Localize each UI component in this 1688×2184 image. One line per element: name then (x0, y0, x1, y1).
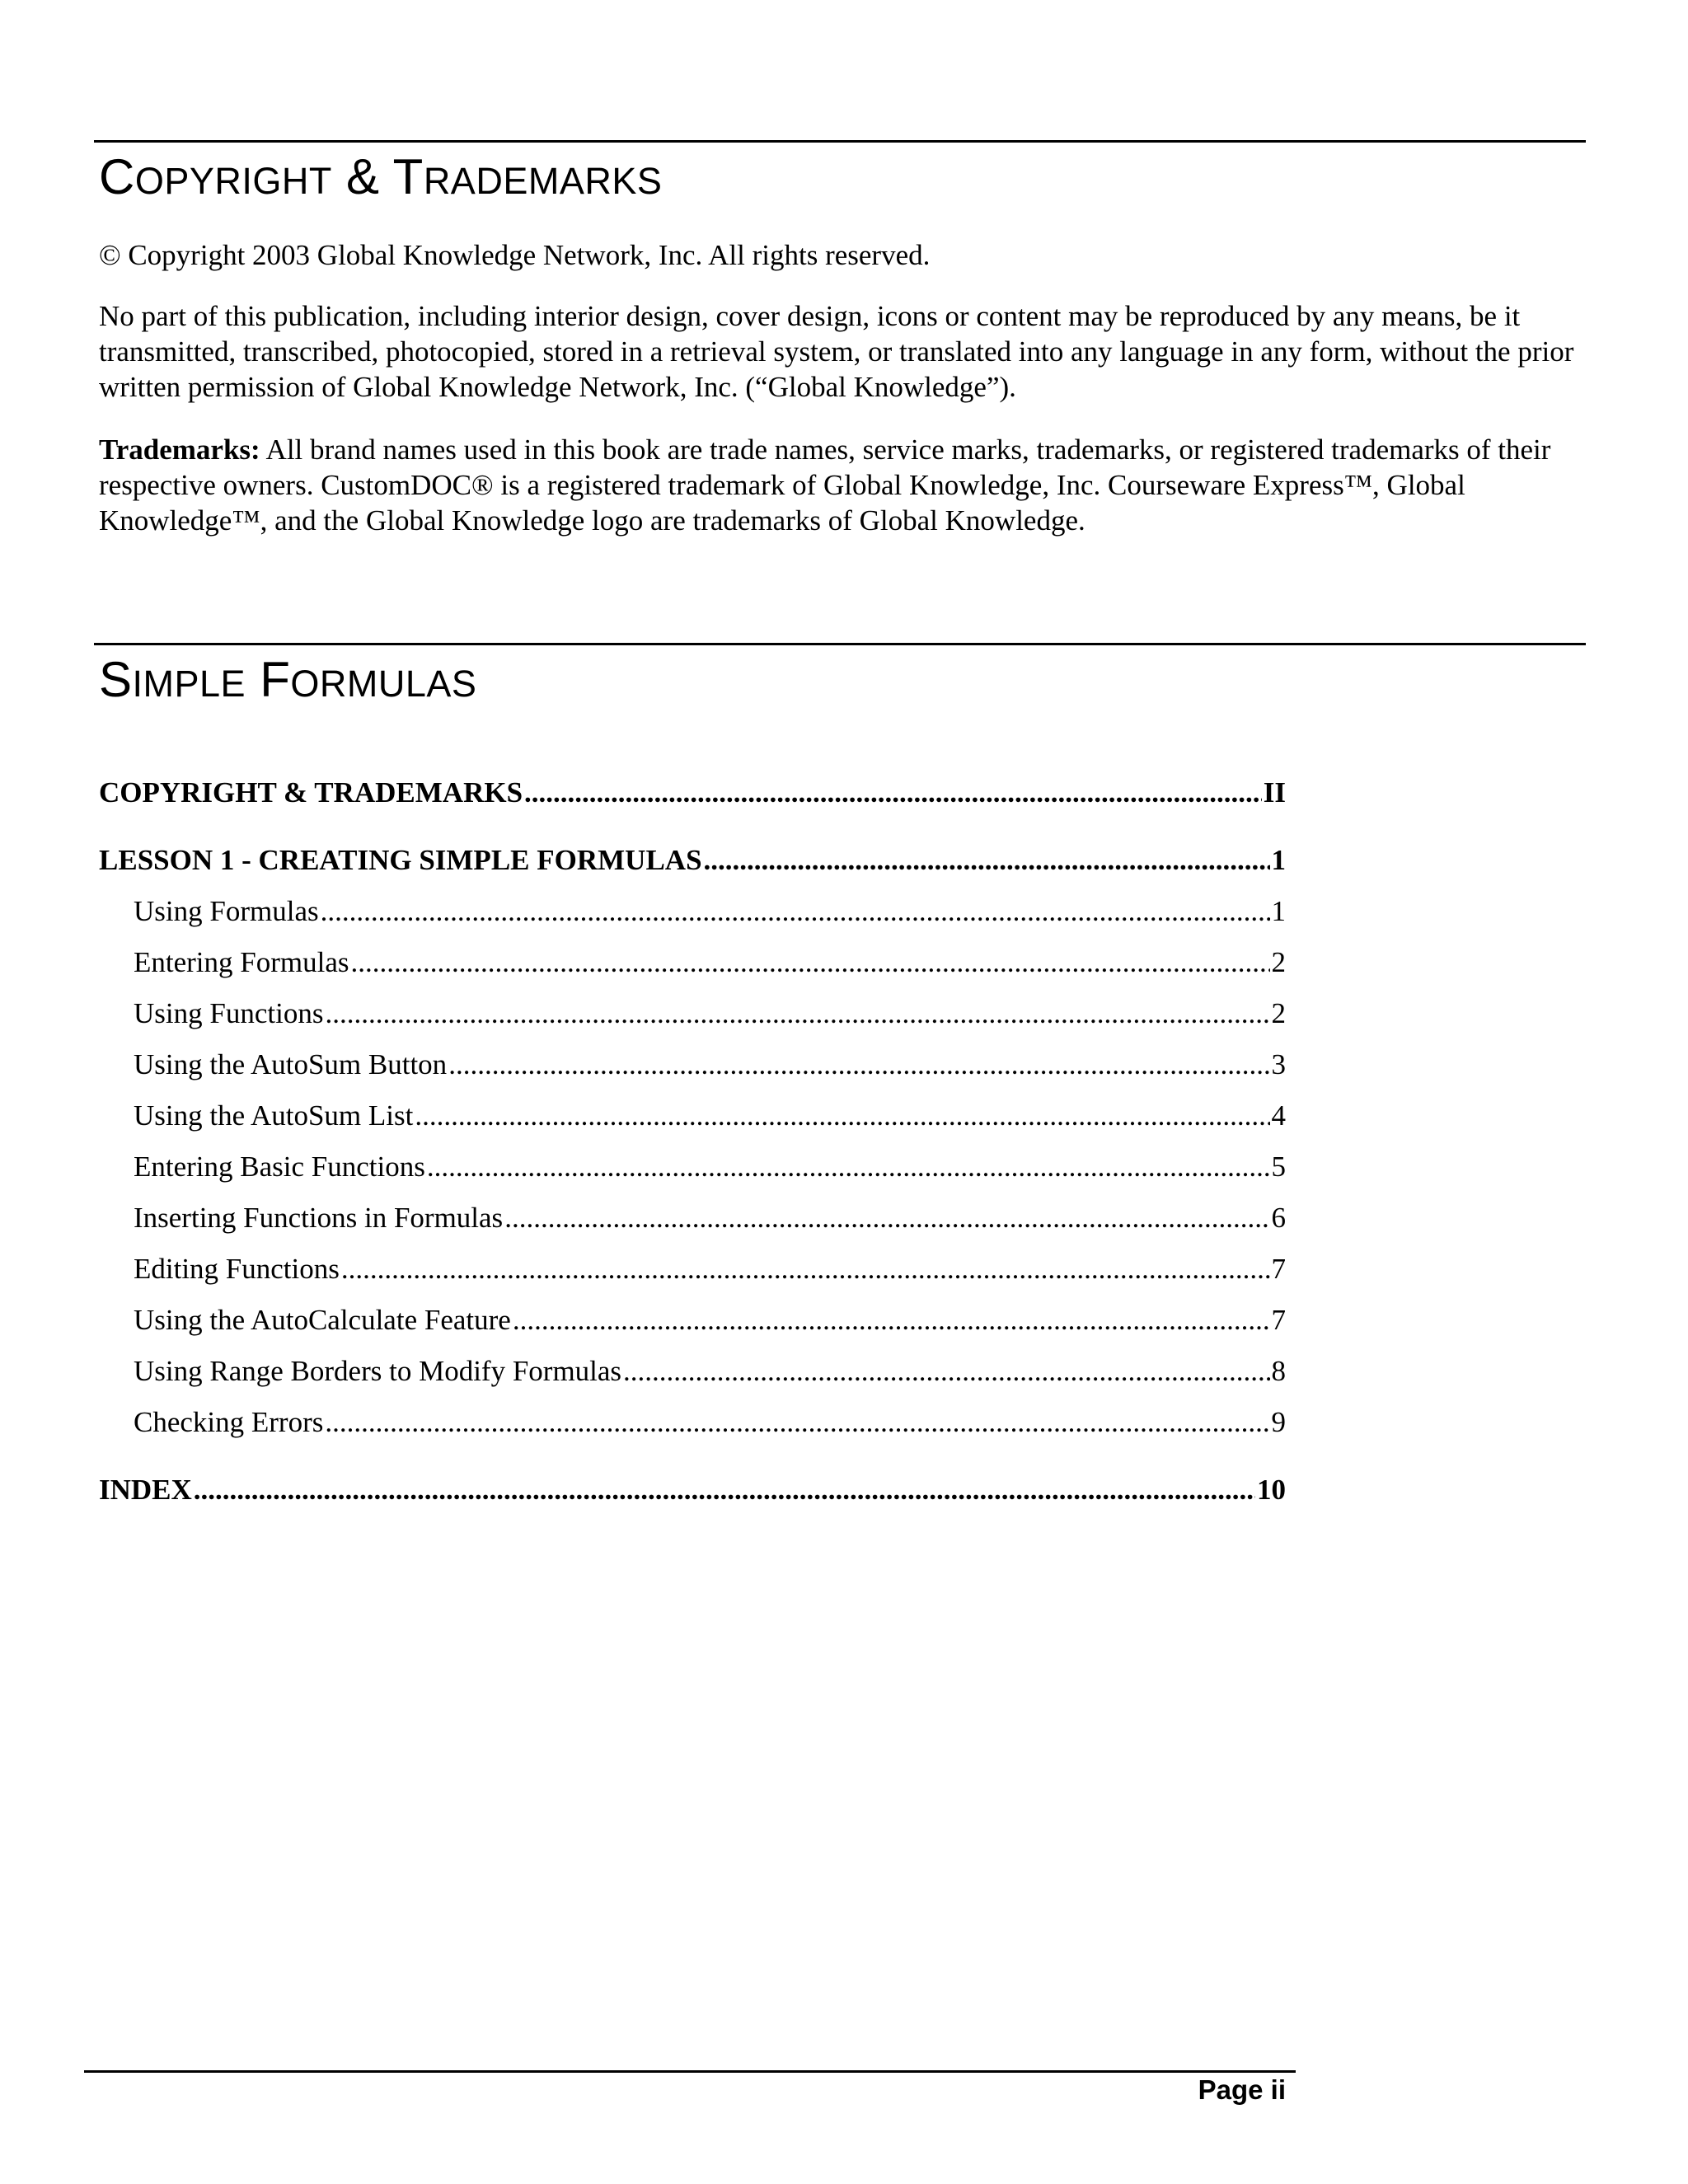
toc-entry-using-functions[interactable]: Using Functions ..... 2 (134, 996, 1286, 1032)
section-title-copyright: COPYRIGHT & TRADEMARKS (99, 149, 663, 204)
toc-leader (321, 893, 1270, 930)
toc-leader (704, 842, 1270, 879)
toc-leader (325, 1404, 1269, 1441)
toc-leader (504, 1200, 1269, 1236)
copyright-line: © Copyright 2003 Global Knowledge Network, Inc. All rights reserved. (99, 239, 931, 271)
toc-entry-editing-functions[interactable]: Editing Functions ..... 7 (134, 1251, 1286, 1287)
toc-entry-range-borders[interactable]: Using Range Borders to Modify Formulas ..... 8 (134, 1353, 1286, 1390)
toc-entry-basic-functions[interactable]: Entering Basic Functions ..... 5 (134, 1149, 1286, 1185)
toc-entry-autosum-button[interactable]: Using the AutoSum Button ..... 3 (134, 1047, 1286, 1083)
toc-leader (194, 1472, 1255, 1508)
permission-paragraph: No part of this publication, including interior design, cover design, icons or content may be reproduced by any means, be it transmitted, transcribed, photocopied, stored in a retrieval system, or translated into any language in any form, without the prior written permission of Global Knowledge Network, Inc. (“Global Knowledge”). (99, 300, 1574, 403)
toc-leader (325, 996, 1269, 1032)
toc-entry-copyright[interactable]: COPYRIGHT & TRADEMARKS ..... II (99, 775, 1286, 811)
page-number: Page ii (1198, 2074, 1286, 2105)
trademarks-text: All brand names used in this book are trade names, service marks, trademarks, or registered trademarks of their respective owners. CustomDOC® is a registered trademark of Global Knowledge, Inc. Courseware Express™, Global Knowledge™, and the Global Knowledge logo are trademarks of Global Knowledge. (99, 434, 1551, 537)
toc-leader (623, 1353, 1269, 1390)
footer-rule (84, 2070, 1296, 2073)
toc-entry-autocalculate[interactable]: Using the AutoCalculate Feature ..... 7 (134, 1302, 1286, 1338)
toc-entry-checking-errors[interactable]: Checking Errors ..... 9 (134, 1404, 1286, 1441)
toc-leader (448, 1047, 1269, 1083)
toc-entry-using-formulas[interactable]: Using Formulas ..... 1 (134, 893, 1286, 930)
toc-leader (524, 775, 1262, 811)
trademarks-label: Trademarks: (99, 434, 260, 466)
toc-entry-entering-formulas[interactable]: Entering Formulas ..... 2 (134, 944, 1286, 981)
section-title-toc: SIMPLE FORMULAS (99, 652, 477, 707)
toc-leader (513, 1302, 1270, 1338)
toc-leader (427, 1149, 1270, 1185)
section-rule-copyright (94, 140, 1586, 143)
toc-leader (341, 1251, 1270, 1287)
toc-leader (351, 944, 1270, 981)
toc-entry-autosum-list[interactable]: Using the AutoSum List ..... 4 (134, 1098, 1286, 1134)
toc-leader (415, 1098, 1269, 1134)
trademarks-paragraph (99, 432, 1587, 538)
toc-entry-lesson-1[interactable]: LESSON 1 - CREATING SIMPLE FORMULAS ..... 1 (99, 842, 1286, 879)
toc-entry-inserting-functions[interactable]: Inserting Functions in Formulas ..... 6 (134, 1200, 1286, 1236)
toc-entry-index[interactable]: INDEX ..... 10 (99, 1472, 1286, 1508)
section-rule-toc (94, 643, 1586, 645)
